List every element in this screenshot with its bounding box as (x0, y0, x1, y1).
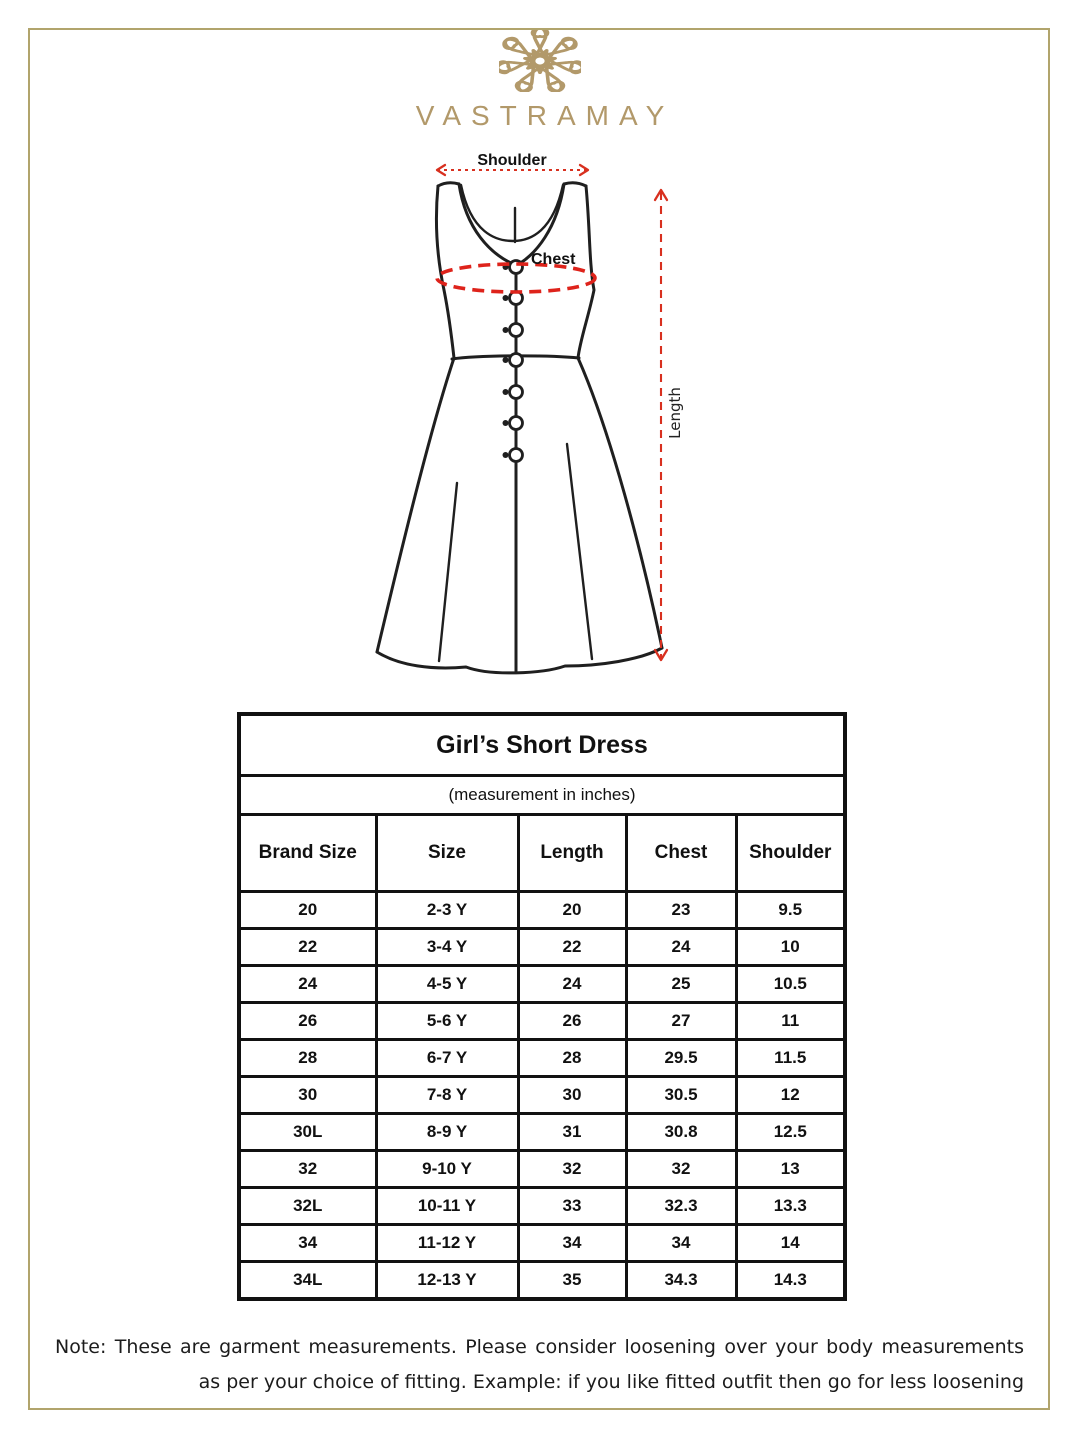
dress-illustration (377, 183, 662, 673)
table-row (239, 1003, 845, 1040)
chest-label: Chest (531, 251, 576, 268)
length-cell: 31 (518, 1114, 626, 1151)
measurement-note (55, 1330, 1024, 1400)
brand-emblem-icon (499, 30, 581, 92)
shoulder-cell: 13 (736, 1151, 845, 1188)
length-cell: 34 (518, 1225, 626, 1262)
dress-measurement-illustration (345, 146, 715, 696)
chest-cell: 30.5 (626, 1077, 736, 1114)
brand-size-cell: 32 (239, 1151, 376, 1188)
size-cell: 5-6 Y (376, 1003, 518, 1040)
table-row (239, 929, 845, 966)
size-cell: 12-13 Y (376, 1262, 518, 1300)
brand-name: VASTRAMAY (415, 100, 675, 131)
shoulder-cell: 12 (736, 1077, 845, 1114)
brand-size-cell: 32L (239, 1188, 376, 1225)
size-cell: 11-12 Y (376, 1225, 518, 1262)
brand-logo (0, 30, 1080, 132)
chest-cell: 23 (626, 892, 736, 929)
size-cell: 3-4 Y (376, 929, 518, 966)
table-subtitle-row (239, 776, 845, 815)
chest-cell: 27 (626, 1003, 736, 1040)
length-cell: 28 (518, 1040, 626, 1077)
brand-size-cell: 26 (239, 1003, 376, 1040)
size-cell: 9-10 Y (376, 1151, 518, 1188)
column-header-size: Size (376, 815, 518, 892)
shoulder-cell: 11 (736, 1003, 845, 1040)
table-subtitle: (measurement in inches) (239, 776, 845, 815)
size-cell: 8-9 Y (376, 1114, 518, 1151)
column-header-shoulder: Shoulder (736, 815, 845, 892)
brand-size-cell: 30L (239, 1114, 376, 1151)
chest-cell: 25 (626, 966, 736, 1003)
shoulder-cell: 10.5 (736, 966, 845, 1003)
length-cell: 33 (518, 1188, 626, 1225)
shoulder-cell: 11.5 (736, 1040, 845, 1077)
chest-cell: 30.8 (626, 1114, 736, 1151)
size-chart-table (237, 712, 847, 1301)
table-row (239, 1262, 845, 1300)
shoulder-cell: 13.3 (736, 1188, 845, 1225)
size-cell: 10-11 Y (376, 1188, 518, 1225)
size-diagram (345, 146, 715, 696)
brand-size-cell: 22 (239, 929, 376, 966)
shoulder-cell: 12.5 (736, 1114, 845, 1151)
size-cell: 7-8 Y (376, 1077, 518, 1114)
length-label: Length (666, 387, 684, 439)
shoulder-cell: 14.3 (736, 1262, 845, 1300)
table-row (239, 966, 845, 1003)
chest-cell: 32 (626, 1151, 736, 1188)
table-title-row (239, 714, 845, 776)
table-row (239, 1040, 845, 1077)
shoulder-cell: 10 (736, 929, 845, 966)
size-cell: 6-7 Y (376, 1040, 518, 1077)
note-line-2: as per your choice of fitting. Example: if you like fitted outfit then go for less loosening (198, 1371, 1024, 1393)
brand-size-cell: 28 (239, 1040, 376, 1077)
table-row (239, 1225, 845, 1262)
table-row (239, 1077, 845, 1114)
column-header-brand-size: Brand Size (239, 815, 376, 892)
table-row (239, 892, 845, 929)
size-cell: 2-3 Y (376, 892, 518, 929)
chest-cell: 34.3 (626, 1262, 736, 1300)
chest-cell: 32.3 (626, 1188, 736, 1225)
table-row (239, 1188, 845, 1225)
length-cell: 32 (518, 1151, 626, 1188)
length-cell: 35 (518, 1262, 626, 1300)
length-cell: 24 (518, 966, 626, 1003)
chest-cell: 34 (626, 1225, 736, 1262)
shoulder-label: Shoulder (477, 152, 547, 169)
brand-size-cell: 34 (239, 1225, 376, 1262)
size-cell: 4-5 Y (376, 966, 518, 1003)
note-line-1: Note: These are garment measurements. Please consider loosening over your body measurements (55, 1336, 1024, 1358)
length-cell: 26 (518, 1003, 626, 1040)
table-header-row (239, 815, 845, 892)
brand-size-cell: 20 (239, 892, 376, 929)
column-header-length: Length (518, 815, 626, 892)
length-cell: 30 (518, 1077, 626, 1114)
brand-size-cell: 34L (239, 1262, 376, 1300)
shoulder-cell: 14 (736, 1225, 845, 1262)
table-title: Girl’s Short Dress (239, 714, 845, 776)
chest-cell: 29.5 (626, 1040, 736, 1077)
table-row (239, 1151, 845, 1188)
brand-size-cell: 30 (239, 1077, 376, 1114)
length-cell: 22 (518, 929, 626, 966)
table-row (239, 1114, 845, 1151)
column-header-chest: Chest (626, 815, 736, 892)
length-cell: 20 (518, 892, 626, 929)
chest-cell: 24 (626, 929, 736, 966)
shoulder-cell: 9.5 (736, 892, 845, 929)
brand-size-cell: 24 (239, 966, 376, 1003)
